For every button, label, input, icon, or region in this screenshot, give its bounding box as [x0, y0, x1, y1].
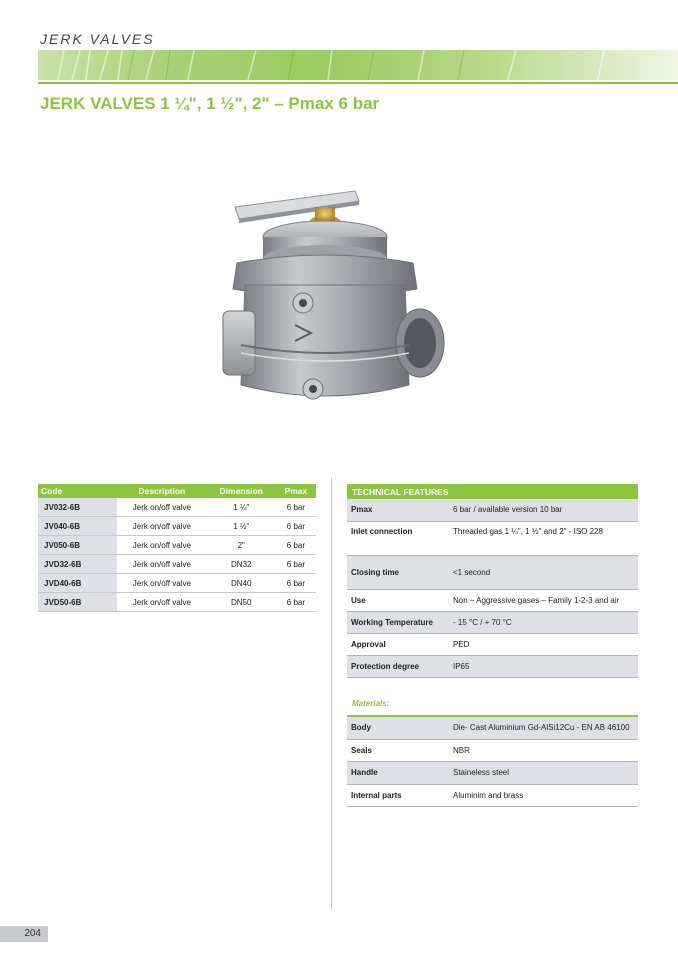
cell-dimension: DN50 — [207, 593, 276, 612]
table-row — [347, 611, 638, 633]
section-label: JERK VALVES — [40, 31, 155, 47]
cell-pmax: 6 bar — [276, 574, 316, 593]
feature-value: Threaded gas 1 ¼", 1 ½" and 2" - ISO 228 — [449, 521, 638, 555]
table-row — [38, 574, 316, 593]
table-row — [347, 784, 638, 806]
codes-table — [38, 484, 316, 612]
cell-pmax: 6 bar — [276, 593, 316, 612]
feature-value: 6 bar / available version 10 bar — [449, 499, 638, 521]
col-code: Code — [38, 484, 117, 498]
feature-label: Use — [347, 589, 449, 611]
materials-table — [347, 715, 638, 807]
cell-code: JV040-6B — [38, 517, 117, 536]
material-label: Handle — [347, 761, 449, 784]
col-description: Description — [117, 484, 207, 498]
feature-value: IP65 — [449, 655, 638, 677]
technical-features-header: TECHNICAL FEATURES — [347, 484, 638, 499]
table-row — [347, 589, 638, 611]
table-row — [38, 555, 316, 574]
feature-label: Protection degree — [347, 655, 449, 677]
banner-rule — [38, 82, 678, 84]
cell-dimension: DN32 — [207, 555, 276, 574]
materials-label: Materials: — [352, 699, 390, 708]
material-value: Aluminim and brass — [449, 784, 638, 806]
table-row — [38, 517, 316, 536]
cell-dimension: DN40 — [207, 574, 276, 593]
material-label: Internal parts — [347, 784, 449, 806]
table-row — [347, 555, 638, 589]
cell-pmax: 6 bar — [276, 536, 316, 555]
cell-description: Jerk on/off valve — [117, 574, 207, 593]
cell-dimension: 2" — [207, 536, 276, 555]
material-value: Die- Cast Aluminium Gd-AlSi12Cu - EN AB 46100 — [449, 716, 638, 739]
header-banner — [38, 50, 678, 80]
jerk-valve-photo — [215, 185, 445, 415]
col-dimension: Dimension — [207, 484, 276, 498]
feature-value: Non – Aggressive gases – Family 1-2-3 and air — [449, 589, 638, 611]
cell-description: Jerk on/off valve — [117, 517, 207, 536]
feature-label: Closing time — [347, 555, 449, 589]
cell-pmax: 6 bar — [276, 498, 316, 517]
cell-code: JVD32-6B — [38, 555, 117, 574]
material-label: Seals — [347, 739, 449, 761]
material-value: NBR — [449, 739, 638, 761]
cell-description: Jerk on/off valve — [117, 593, 207, 612]
cell-description: Jerk on/off valve — [117, 536, 207, 555]
feature-value: <1 second — [449, 555, 638, 589]
feature-value: - 15 °C / + 70 °C — [449, 611, 638, 633]
table-row — [347, 499, 638, 521]
cell-dimension: 1 ½" — [207, 517, 276, 536]
page-number: 204 — [0, 926, 48, 942]
cell-pmax: 6 bar — [276, 517, 316, 536]
table-row — [347, 739, 638, 761]
cell-code: JV032-6B — [38, 498, 117, 517]
material-label: Body — [347, 716, 449, 739]
cell-description: Jerk on/off valve — [117, 498, 207, 517]
cell-dimension: 1 ¼" — [207, 498, 276, 517]
feature-label: Approval — [347, 633, 449, 655]
cell-description: Jerk on/off valve — [117, 555, 207, 574]
table-row — [347, 655, 638, 677]
table-row — [347, 716, 638, 739]
table-row — [347, 761, 638, 784]
cell-code: JVD40-6B — [38, 574, 117, 593]
feature-label: Working Temperature — [347, 611, 449, 633]
cell-code: JV050-6B — [38, 536, 117, 555]
feature-value: PED — [449, 633, 638, 655]
material-value: Staineless steel — [449, 761, 638, 784]
table-row — [347, 633, 638, 655]
banner-stripes — [38, 50, 678, 80]
page-title: JERK VALVES 1 ¼", 1 ½", 2" – Pmax 6 bar — [40, 94, 380, 113]
feature-label: Inlet connection — [347, 521, 449, 555]
feature-label: Pmax — [347, 499, 449, 521]
column-divider — [331, 478, 332, 910]
cell-code: JVD50-6B — [38, 593, 117, 612]
table-row — [38, 593, 316, 612]
table-row — [38, 536, 316, 555]
col-pmax: Pmax — [276, 484, 316, 498]
codes-header-row — [38, 484, 316, 498]
table-row — [347, 521, 638, 555]
table-row — [38, 498, 316, 517]
cell-pmax: 6 bar — [276, 555, 316, 574]
technical-features-table — [347, 484, 638, 678]
